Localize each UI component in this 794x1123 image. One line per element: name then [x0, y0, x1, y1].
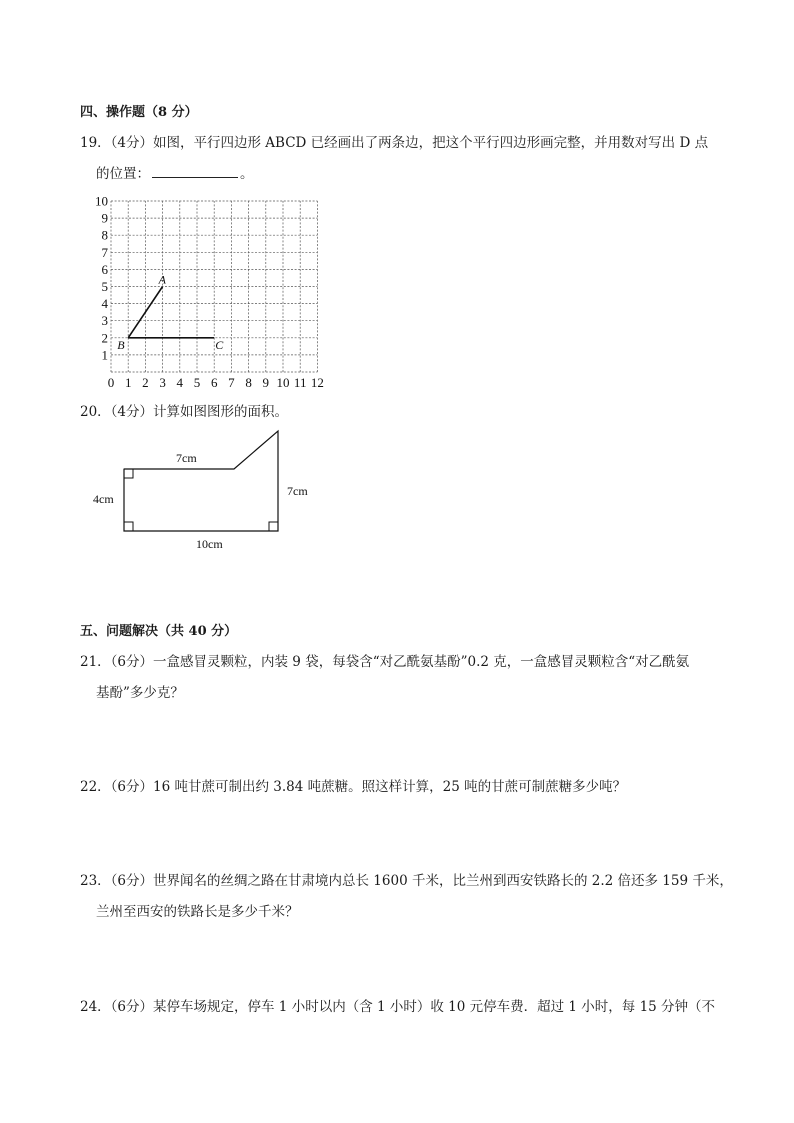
question-21-text-line1: 21．（6分）一盒感冒灵颗粒，内装 9 袋，每袋含“对乙酰氨基酚”0.2 克，一盒感冒灵颗粒含“对乙酰氨 [80, 654, 690, 670]
x-tick-label: 4 [176, 375, 184, 390]
y-tick-label: 2 [101, 330, 108, 346]
y-tick-label: 8 [101, 227, 108, 243]
y-tick-label: 6 [101, 261, 108, 277]
shape-outline [124, 431, 278, 531]
point-label-b: B [117, 337, 125, 352]
y-tick-label: 3 [101, 313, 108, 329]
y-tick-label: 7 [101, 244, 108, 260]
y-axis-tick-labels [95, 194, 109, 363]
question-24-text-line1: 24．（6分）某停车场规定，停车 1 小时以内（含 1 小时）收 10 元停车费．超过 1 小时，每 15 分钟（不 [80, 999, 716, 1015]
y-tick-label: 1 [101, 347, 108, 363]
section-heading-problem-solving: 五、问题解决（共 40 分） [80, 624, 238, 639]
right-angle-mark-top-left [124, 469, 133, 478]
x-tick-label: 0 [107, 375, 115, 390]
x-tick-label: 3 [159, 375, 166, 390]
grid-lines [111, 201, 317, 372]
label-bottom-length: 10cm [196, 537, 223, 551]
question-19-text-line1: 19．（4分）如图，平行四边形 ABCD 已经画出了两条边，把这个平行四边形画完整，并用数对写出 D 点 [80, 135, 709, 151]
y-tick-label: 4 [101, 296, 108, 312]
point-label-c: C [215, 337, 224, 352]
x-tick-label: 6 [210, 375, 218, 390]
question-23-text-line2: 兰州至西安的铁路长是多少千米？ [96, 904, 299, 920]
right-angle-mark-bottom-left [124, 522, 133, 531]
x-tick-label: 8 [245, 375, 252, 390]
question-19-prefix: 的位置： [96, 166, 150, 182]
y-tick-label: 10 [95, 193, 108, 209]
section-heading-operations: 四、操作题（8 分） [80, 105, 198, 120]
y-tick-label: 9 [101, 210, 108, 226]
x-tick-label: 10 [276, 375, 290, 390]
x-tick-label: 5 [193, 375, 201, 390]
y-tick-label: 5 [101, 279, 108, 294]
label-right-length: 7cm [287, 484, 308, 498]
x-tick-label: 1 [124, 375, 132, 390]
question-20-text: 20．（4分）计算如图图形的面积。 [80, 404, 289, 420]
answer-blank[interactable] [152, 164, 238, 178]
x-tick-label: 11 [293, 375, 307, 390]
coordinate-grid-figure [92, 192, 332, 392]
x-tick-label: 2 [142, 375, 149, 390]
x-axis-tick-labels [108, 375, 324, 390]
x-tick-label: 7 [228, 375, 235, 390]
x-tick-label: 9 [262, 375, 270, 390]
question-23-text-line1: 23．（6分）世界闻名的丝绸之路在甘肃境内总长 1600 千米，比兰州到西安铁路长的 2.2 倍还多 159 千米， [80, 873, 733, 889]
label-top-length: 7cm [176, 451, 197, 465]
point-label-a: A [158, 272, 166, 287]
right-angle-mark-bottom-right [269, 522, 278, 531]
question-19-suffix: 。 [240, 166, 254, 182]
segment-ba [128, 287, 162, 338]
question-19-text-line2 [96, 164, 254, 184]
composite-shape-figure [88, 425, 328, 555]
question-21-text-line2: 基酚”多少克？ [96, 685, 184, 701]
label-left-length: 4cm [93, 492, 114, 506]
question-22-text: 22．（6分）16 吨甘蔗可制出约 3.84 吨蔗糖。照这样计算，25 吨的甘蔗可制蔗糖多少吨？ [80, 779, 627, 795]
x-tick-label: 12 [310, 375, 324, 390]
